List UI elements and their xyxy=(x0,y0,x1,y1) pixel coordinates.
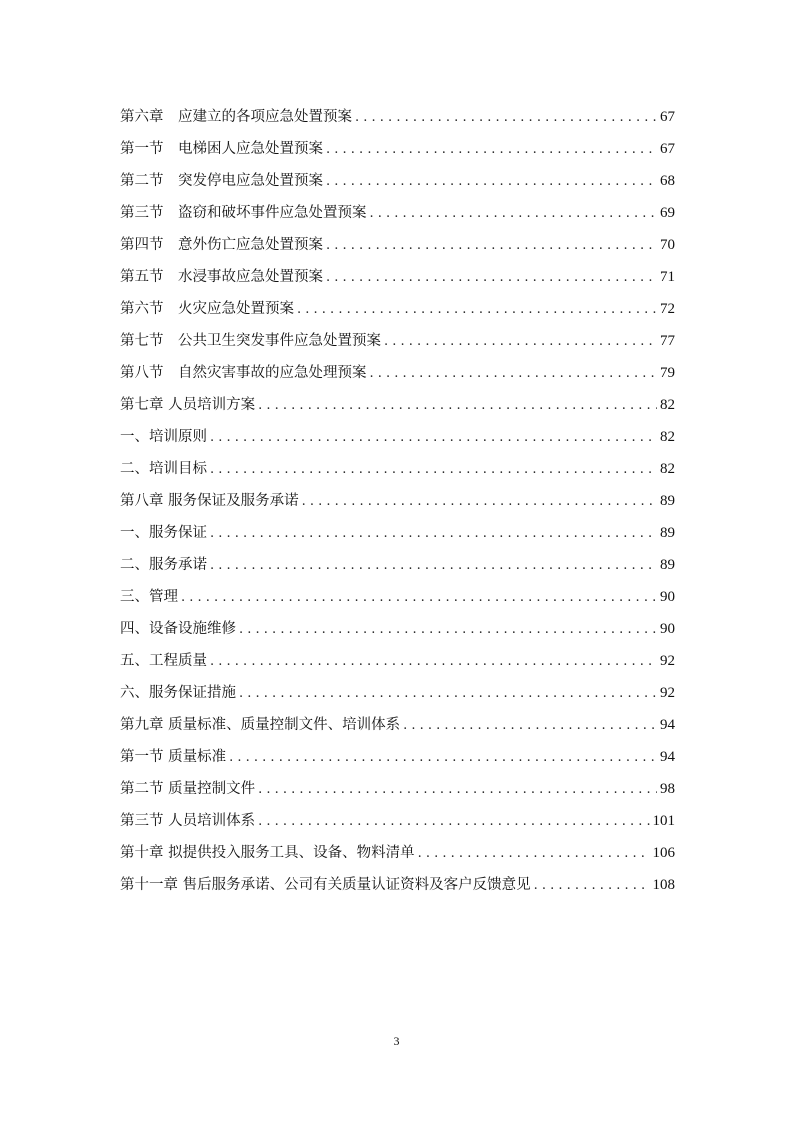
dot-leader xyxy=(326,166,657,198)
dot-leader xyxy=(326,230,657,262)
dot-leader xyxy=(403,710,657,742)
toc-entry-title: 第六节 火灾应急处置预案 xyxy=(120,301,294,317)
toc-entry[interactable] xyxy=(120,741,675,773)
toc-entry-title: 第二节 质量控制文件 xyxy=(120,781,256,797)
toc-entry-title: 二、培训目标 xyxy=(120,461,207,477)
dot-leader xyxy=(210,518,657,550)
toc-entry[interactable] xyxy=(120,133,675,165)
toc-entry[interactable] xyxy=(120,645,675,677)
dot-leader xyxy=(534,870,650,902)
page-number: 3 xyxy=(393,1034,400,1048)
toc-entry-title: 第五节 水浸事故应急处置预案 xyxy=(120,269,323,285)
toc-entry[interactable] xyxy=(120,421,675,453)
toc-entry[interactable] xyxy=(120,517,675,549)
dot-leader xyxy=(302,486,657,518)
toc-entry-title: 第八章 服务保证及服务承诺 xyxy=(120,493,299,509)
toc-entry-page: 69 xyxy=(660,205,675,221)
toc-entry-title: 第三节 人员培训体系 xyxy=(120,813,256,829)
toc-entry[interactable] xyxy=(120,357,675,389)
table-of-contents xyxy=(120,101,675,901)
toc-entry-page: 106 xyxy=(652,845,675,861)
dot-leader xyxy=(258,806,649,838)
toc-entry[interactable] xyxy=(120,709,675,741)
toc-entry[interactable] xyxy=(120,293,675,325)
toc-entry-title: 第十章 拟提供投入服务工具、设备、物料清单 xyxy=(120,845,415,861)
toc-entry-page: 94 xyxy=(660,749,675,765)
toc-entry-page: 108 xyxy=(652,877,675,893)
toc-entry-page: 82 xyxy=(660,461,675,477)
toc-entry[interactable] xyxy=(120,773,675,805)
toc-entry[interactable] xyxy=(120,581,675,613)
toc-entry-title: 第九章 质量标准、质量控制文件、培训体系 xyxy=(120,717,401,733)
dot-leader xyxy=(181,582,657,614)
dot-leader xyxy=(210,454,657,486)
toc-entry[interactable] xyxy=(120,837,675,869)
toc-entry[interactable] xyxy=(120,805,675,837)
dot-leader xyxy=(355,102,657,134)
toc-entry-title: 第八节 自然灾害事故的应急处理预案 xyxy=(120,365,367,381)
toc-entry-title: 第六章 应建立的各项应急处置预案 xyxy=(120,109,352,125)
toc-entry-page: 77 xyxy=(660,333,675,349)
toc-entry-title: 第二节 突发停电应急处置预案 xyxy=(120,173,323,189)
toc-entry[interactable] xyxy=(120,261,675,293)
toc-entry[interactable] xyxy=(120,485,675,517)
toc-entry-page: 90 xyxy=(660,621,675,637)
toc-entry-title: 五、工程质量 xyxy=(120,653,207,669)
toc-entry-page: 68 xyxy=(660,173,675,189)
dot-leader xyxy=(229,742,657,774)
toc-entry-page: 72 xyxy=(660,301,675,317)
toc-entry[interactable] xyxy=(120,325,675,357)
dot-leader xyxy=(210,550,657,582)
toc-entry-title: 第七章 人员培训方案 xyxy=(120,397,256,413)
toc-entry-page: 67 xyxy=(660,141,675,157)
toc-entry-page: 67 xyxy=(660,109,675,125)
toc-entry-page: 101 xyxy=(652,813,675,829)
toc-entry-title: 第一节 质量标准 xyxy=(120,749,227,765)
toc-entry-page: 90 xyxy=(660,589,675,605)
dot-leader xyxy=(370,198,658,230)
toc-entry-page: 79 xyxy=(660,365,675,381)
toc-entry-title: 一、服务保证 xyxy=(120,525,207,541)
toc-entry[interactable] xyxy=(120,229,675,261)
toc-entry-title: 六、服务保证措施 xyxy=(120,685,236,701)
dot-leader xyxy=(370,358,658,390)
toc-entry-title: 四、设备设施维修 xyxy=(120,621,236,637)
toc-entry-page: 94 xyxy=(660,717,675,733)
toc-entry[interactable] xyxy=(120,165,675,197)
dot-leader xyxy=(239,678,657,710)
dot-leader xyxy=(418,838,650,870)
toc-entry-page: 98 xyxy=(660,781,675,797)
dot-leader xyxy=(258,774,657,806)
toc-entry-page: 92 xyxy=(660,653,675,669)
toc-entry[interactable] xyxy=(120,677,675,709)
toc-entry[interactable] xyxy=(120,389,675,421)
toc-entry-page: 89 xyxy=(660,557,675,573)
toc-entry[interactable] xyxy=(120,613,675,645)
dot-leader xyxy=(326,262,657,294)
toc-entry-title: 二、服务承诺 xyxy=(120,557,207,573)
toc-entry-title: 第三节 盗窃和破坏事件应急处置预案 xyxy=(120,205,367,221)
toc-entry-page: 71 xyxy=(660,269,675,285)
toc-entry-title: 一、培训原则 xyxy=(120,429,207,445)
toc-entry[interactable] xyxy=(120,549,675,581)
toc-entry[interactable] xyxy=(120,869,675,901)
toc-entry-page: 92 xyxy=(660,685,675,701)
toc-entry-page: 89 xyxy=(660,525,675,541)
toc-entry-page: 89 xyxy=(660,493,675,509)
toc-entry-title: 第一节 电梯困人应急处置预案 xyxy=(120,141,323,157)
toc-entry[interactable] xyxy=(120,101,675,133)
toc-entry-title: 第七节 公共卫生突发事件应急处置预案 xyxy=(120,333,381,349)
toc-entry-page: 82 xyxy=(660,397,675,413)
dot-leader xyxy=(210,422,657,454)
toc-entry-title: 第十一章 售后服务承诺、公司有关质量认证资料及客户反馈意见 xyxy=(120,877,531,893)
dot-leader xyxy=(258,390,657,422)
dot-leader xyxy=(326,134,657,166)
toc-entry[interactable] xyxy=(120,453,675,485)
toc-entry-page: 82 xyxy=(660,429,675,445)
dot-leader xyxy=(239,614,657,646)
toc-entry-title: 三、管理 xyxy=(120,589,178,605)
dot-leader xyxy=(384,326,657,358)
dot-leader xyxy=(210,646,657,678)
toc-entry-page: 70 xyxy=(660,237,675,253)
toc-entry[interactable] xyxy=(120,197,675,229)
toc-entry-title: 第四节 意外伤亡应急处置预案 xyxy=(120,237,323,253)
dot-leader xyxy=(297,294,657,326)
